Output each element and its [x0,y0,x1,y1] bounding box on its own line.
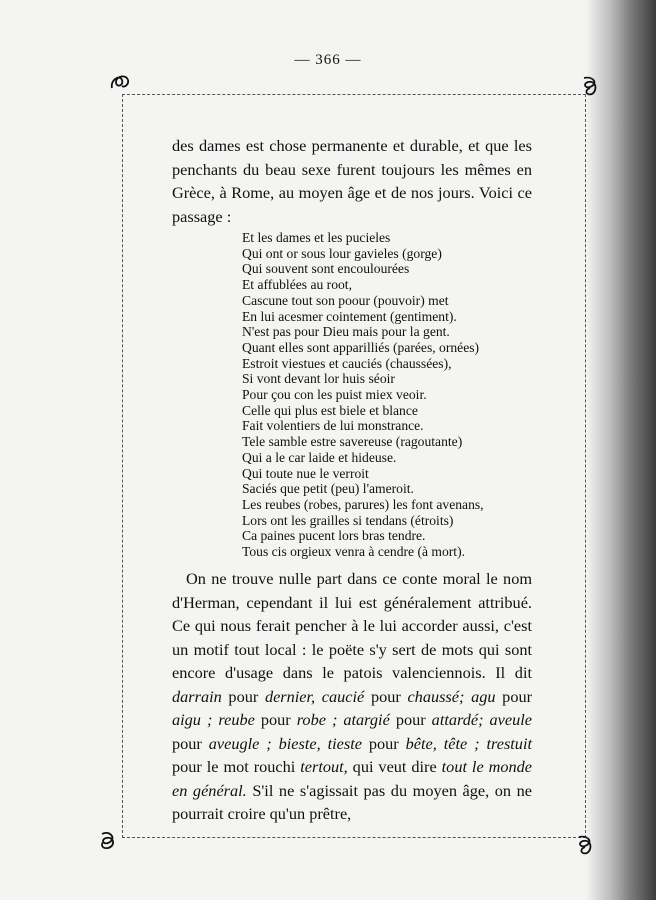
prose-text-segment: pour [221,686,265,706]
prose-text-segment: pour [495,686,533,706]
verse-line: Les reubes (robes, parures) les font avenans, [242,496,484,512]
flourish-ornament-icon [573,833,597,857]
verse-line: Cascune tout son poour (pouvoir) met [242,292,449,308]
prose-text-segment: On ne trouve nulle part dans ce conte moral le nom d'Herman, cependant il lui est généralement attribué. Ce qui nous ferait pencher à le lui accorder aussi, c'est un motif tout local : le poëte s'y sert de mots qui sont encore d'usage dans le patois valenciennois. Il dit [172,569,532,682]
prose-text-segment: pour [172,733,209,753]
italic-word: chaussé; agu [407,686,496,706]
verse-line: Et les dames et les pucieles [242,230,391,245]
verse-line: Qui a le car laide et hideuse. [242,449,397,465]
prose-text-segment: pour [361,733,406,753]
italic-word: aveugle ; bieste, tieste [208,733,362,753]
verse-line: Tele samble estre savereuse (ragoutante) [242,434,463,450]
verse-line: Lors ont les grailles si tendans (étroits) [242,512,454,528]
italic-word: aigu ; reube [172,710,255,729]
verse-line: Qui souvent sont encoulourées [242,261,410,277]
prose-paragraph-intro: des dames est chose permanente et durable, et que les penchants du beau sexe furent toujours les mêmes en Grèce, à Rome, au moyen âge et de nos jours. Voici ce passage : [172,136,532,226]
verse-line: Qui ont or sous lour gavieles (gorge) [242,245,442,261]
italic-word: attardé; aveule [431,710,533,729]
verse-line: Saciés que petit (peu) l'ameroit. [242,481,414,497]
page-number: — 366 — [294,52,362,68]
prose-text-segment: S'il ne s'agissait pas du moyen âge, on ne pourrait croire qu'un prêtre, [172,780,532,823]
italic-word: robe ; atargié [296,710,390,729]
verse-line: Qui toute nue le verroit [242,465,369,481]
verse-line: N'est pas pour Dieu mais pour la gent. [242,324,450,340]
prose-text-segment: pour [389,710,432,729]
verse-line: Ca paines pucent lors bras tendre. [242,528,426,544]
italic-word: bête, tête ; trestuit [405,733,532,753]
verse-line: En lui acesmer cointement (gentiment). [242,308,457,324]
verse-line: Quant elles sont apparilliés (parées, ornées) [242,339,480,355]
italic-word: darrain [172,686,222,706]
prose-text-segment: pour [364,686,408,706]
verse-line: Fait volentiers de lui monstrance. [242,418,424,434]
flourish-ornament-icon [578,74,602,98]
prose-text-segment: pour le mot rouchi [172,757,301,776]
italic-word: tout le monde en général. [172,757,533,800]
prose-paragraph-commentary [172,567,532,826]
flourish-ornament-icon [96,828,120,852]
page-edge-shadow [586,0,656,900]
prose-text-segment: qui veut dire [347,757,442,776]
flourish-ornament-icon [108,70,132,94]
verse-line: Si vont devant lor huis séoir [242,371,395,387]
verse-line: Tous cis orgieux venra à cendre (à mort). [242,544,466,560]
prose-text-segment: pour [254,710,297,729]
verse-line: Estroit viestues et cauciés (chaussées), [242,355,452,371]
page-number-value: 366 [315,52,341,68]
verse-line: Et affublées au root, [242,277,352,293]
italic-word: dernier, caucié [264,686,365,706]
italic-word: tertout, [300,757,348,776]
verse-block [242,230,562,560]
verse-line: Pour çou con les puist miex veoir. [242,387,427,403]
verse-line: Celle qui plus est biele et blance [242,402,418,418]
